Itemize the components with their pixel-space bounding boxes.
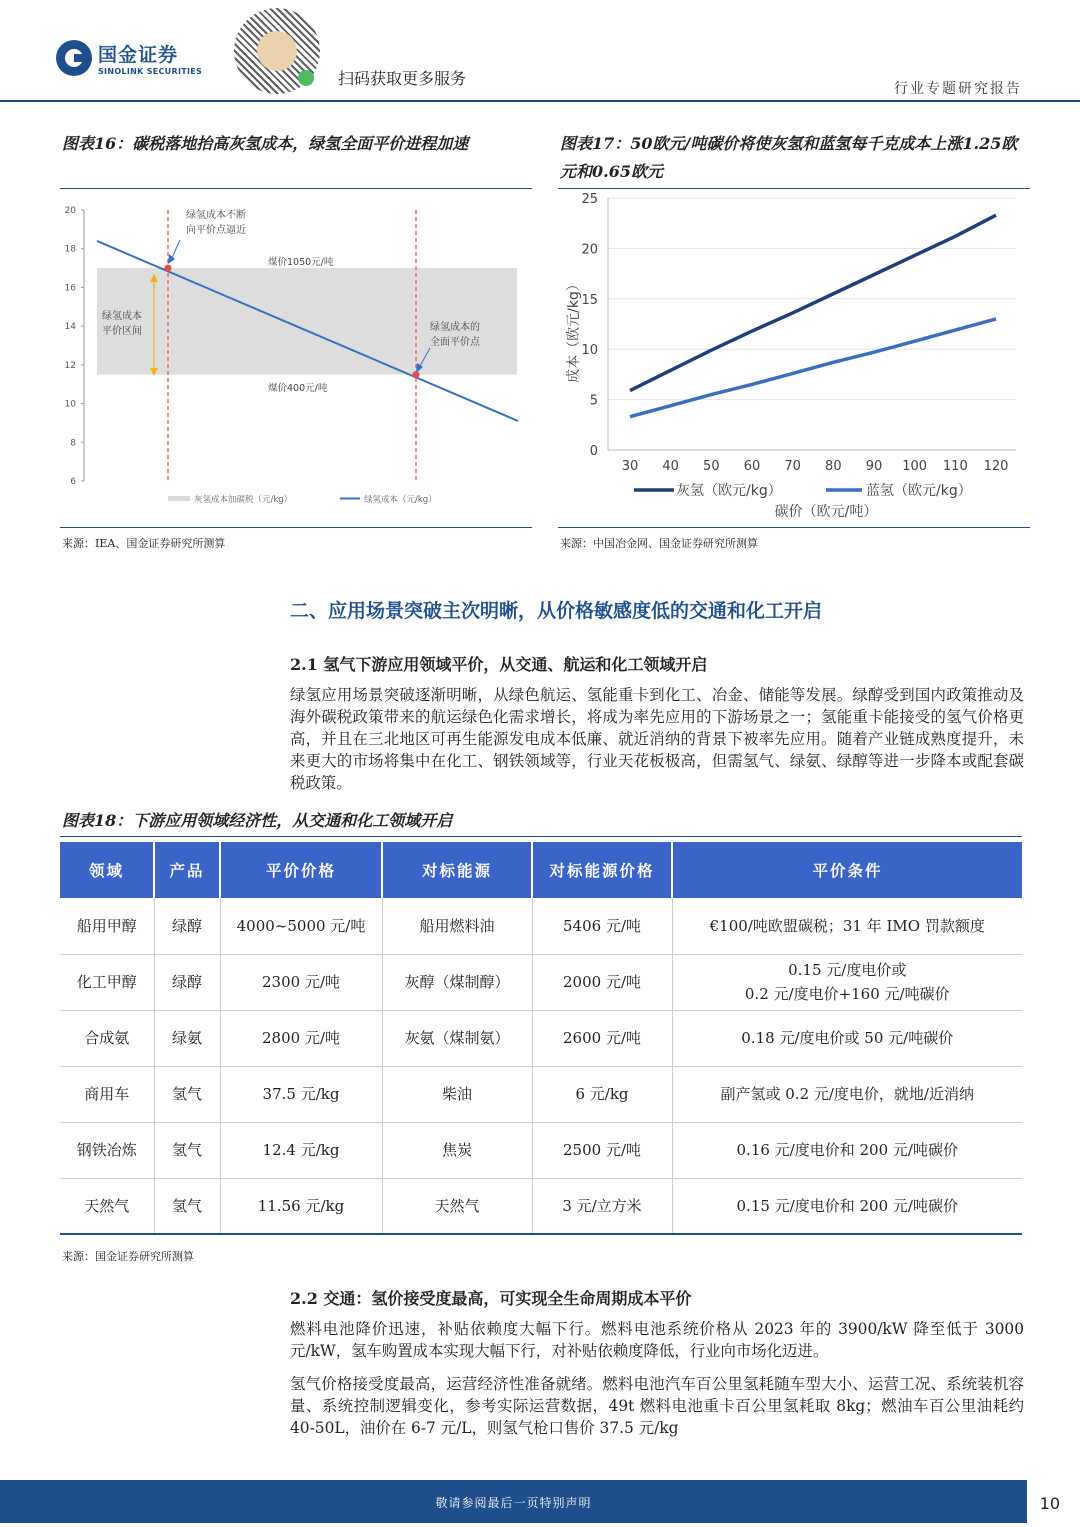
scan-text: 扫码获取更多服务 (338, 69, 467, 88)
header-divider (0, 100, 1080, 102)
table-cell: 0.15 元/度电价或 0.2 元/度电价+160 元/吨碳价 (672, 954, 1022, 1010)
parity-label-2: 全面平价点 (430, 337, 480, 348)
table-cell: 绿醇 (154, 954, 220, 1010)
y-tick-label: 15 (581, 292, 598, 308)
report-type: 行业专题研究报告 (894, 81, 1022, 97)
figure16-title: 图表16：碳税落地抬高灰氢成本，绿氢全面平价进程加速 (62, 134, 469, 153)
table-header-cell: 对标能源 (382, 842, 532, 898)
table-cell: 12.4 元/kg (220, 1122, 382, 1178)
figure16-chart (60, 196, 532, 516)
table-cell: 船用燃料油 (382, 898, 532, 954)
parity-point-low (413, 371, 420, 378)
table-cell: 绿氨 (154, 1010, 220, 1066)
subsection-2-1-title: 2.1 氢气下游应用领域平价，从交通、航运和化工领域开启 (290, 655, 708, 674)
figure17-chart (558, 190, 1030, 525)
table-row (60, 898, 1022, 954)
table-cell: 2800 元/吨 (220, 1010, 382, 1066)
approach-annotation-1: 绿氢成本不断 (186, 210, 246, 221)
table-cell: 船用甲醇 (60, 898, 154, 954)
y-axis-label: 成本（欧元/kg） (566, 277, 582, 383)
table-cell: 4000~5000 元/吨 (220, 898, 382, 954)
y-tick-label: 6 (70, 477, 76, 487)
table-header-row (60, 842, 1022, 898)
y-tick-label: 5 (589, 393, 598, 409)
table-cell: 5406 元/吨 (532, 898, 672, 954)
table-cell: €100/吨欧盟碳税；31 年 IMO 罚款额度 (672, 898, 1022, 954)
table-cell: 6 元/kg (532, 1066, 672, 1122)
legend-label-band: 灰氢成本加碳税（元/kg） (194, 495, 293, 505)
table-header-cell: 平价条件 (672, 842, 1022, 898)
footer-disclaimer[interactable]: 敬请参阅最后一页特别声明 (435, 1496, 592, 1510)
figure16-source: 来源：IEA、国金证券研究所测算 (62, 537, 226, 550)
x-tick-label: 60 (743, 459, 761, 474)
figure17-rule (558, 188, 1030, 189)
paragraph-2-2b: 氢气价格接受度最高，运营经济性准备就绪。燃料电池汽车百公里氢耗随车型大小、运营工况、系统装机容量、系统控制逻辑变化，参考实际运营数据，49t 燃料电池重卡百公里氢耗取 8kg；燃油车百公里油耗约 40-50L，油价在 6-7 元/L，则氢气枪口售价 37.5 元/kg (290, 1375, 1024, 1437)
legend-swatch-band (168, 496, 190, 501)
figure16-bottom-rule (60, 527, 532, 528)
table-cell: 0.16 元/度电价和 200 元/吨碳价 (672, 1122, 1022, 1178)
band-label-2: 平价区间 (102, 326, 142, 337)
x-tick-label: 40 (662, 459, 679, 474)
qr-code-icon[interactable] (234, 8, 320, 94)
figure18-source: 来源：国金证券研究所测算 (62, 1250, 194, 1263)
logo-cn: 国金证券 (98, 44, 179, 66)
table-cell: 氢气 (154, 1178, 220, 1234)
table-header-cell: 产品 (154, 842, 220, 898)
y-tick-label: 25 (581, 192, 598, 207)
figure18-title: 图表18：下游应用领域经济性，从交通和化工领域开启 (62, 811, 453, 830)
logo-icon (56, 40, 92, 76)
table-cell: 焦炭 (382, 1122, 532, 1178)
parity-point-high (165, 265, 172, 272)
y-tick-label: 10 (64, 399, 76, 410)
y-tick-label: 8 (70, 438, 76, 449)
table-header-cell: 领域 (60, 842, 154, 898)
blue-h2-line (630, 319, 996, 417)
band-label-1: 绿氢成本 (102, 311, 142, 322)
section-title: 二、应用场景突破主次明晰，从价格敏感度低的交通和化工开启 (290, 600, 823, 622)
x-tick-label: 70 (784, 459, 801, 474)
y-tick-label: 0 (589, 444, 598, 459)
grey-h2-line (630, 215, 996, 390)
x-tick-label: 100 (902, 459, 928, 474)
table-row (60, 1178, 1022, 1234)
table-cell: 2300 元/吨 (220, 954, 382, 1010)
x-tick-label: 110 (942, 459, 968, 474)
logo-en: SINOLINK SECURITIES (98, 67, 203, 76)
table-cell: 天然气 (60, 1178, 154, 1234)
downstream-economics-table (60, 842, 1022, 1235)
y-tick-label: 12 (64, 360, 76, 371)
table-row (60, 1066, 1022, 1122)
table-cell: 3 元/立方米 (532, 1178, 672, 1234)
table-row (60, 954, 1022, 1010)
y-tick-label: 16 (64, 283, 76, 294)
table-cell: 绿醇 (154, 898, 220, 954)
legend-label-blue: 蓝氢（欧元/kg） (866, 483, 972, 499)
x-tick-label: 90 (865, 459, 883, 474)
company-logo (56, 40, 202, 76)
table-header-cell: 平价价格 (220, 842, 382, 898)
x-tick-label: 120 (983, 459, 1009, 474)
y-tick-label: 14 (64, 322, 76, 333)
coal-high-label: 煤价1050元/吨 (268, 257, 334, 268)
table-cell: 柴油 (382, 1066, 532, 1122)
figure18-rule (60, 836, 1022, 837)
table-cell: 2000 元/吨 (532, 954, 672, 1010)
figure17-source: 来源：中国冶金网、国金证券研究所测算 (560, 537, 758, 550)
x-tick-label: 50 (703, 459, 720, 474)
table-cell: 11.56 元/kg (220, 1178, 382, 1234)
coal-low-label: 煤价400元/吨 (268, 383, 328, 394)
approach-annotation-2: 向平价点逼近 (186, 225, 246, 236)
legend-label-line: 绿氢成本（元/kg） (364, 495, 437, 505)
x-tick-label: 80 (825, 459, 842, 474)
table-cell: 灰氨（煤制氨） (382, 1010, 532, 1066)
table-cell: 化工甲醇 (60, 954, 154, 1010)
table-cell: 商用车 (60, 1066, 154, 1122)
table-cell: 2500 元/吨 (532, 1122, 672, 1178)
x-axis-label: 碳价（欧元/吨） (774, 504, 878, 520)
table-cell: 37.5 元/kg (220, 1066, 382, 1122)
page-header (0, 0, 1080, 102)
table-cell: 钢铁冶炼 (60, 1122, 154, 1178)
figure16-rule (60, 188, 532, 189)
page-number: 10 (1039, 1494, 1060, 1513)
page-footer (0, 1480, 1080, 1527)
paragraph-2-1: 绿氢应用场景突破逐渐明晰，从绿色航运、氢能重卡到化工、冶金、储能等发展。绿醇受到国内政策推动及海外碳税政策带来的航运绿色化需求增长，将成为率先应用的下游场景之一；氢能重卡能接受的氢气价格更高，并且在三北地区可再生能源发电成本低廉、就近消纳的背景下被率先应用。随着产业链成熟度提升，未来更大的市场将集中在化工、钢铁领域等，行业天花板极高，但需氢气、绿氨、绿醇等进一步降本或配套碳税政策。 (290, 686, 1024, 792)
table-cell: 灰醇（煤制醇） (382, 954, 532, 1010)
y-tick-label: 20 (581, 242, 598, 258)
y-tick-label: 10 (581, 343, 598, 359)
table-cell: 氢气 (154, 1122, 220, 1178)
table-cell: 氢气 (154, 1066, 220, 1122)
table-cell: 合成氨 (60, 1010, 154, 1066)
y-tick-label: 18 (64, 244, 76, 255)
table-row (60, 1122, 1022, 1178)
figure17-bottom-rule (558, 527, 1030, 528)
subsection-2-2-title: 2.2 交通：氢价接受度最高，可实现全生命周期成本平价 (290, 1289, 692, 1308)
figure17-title: 图表17：50欧元/吨碳价将使灰氢和蓝氢每千克成本上涨1.25欧元和0.65欧元 (560, 134, 1018, 181)
parity-label-1: 绿氢成本的 (430, 322, 480, 333)
y-tick-label: 20 (64, 206, 76, 216)
table-cell: 2600 元/吨 (532, 1010, 672, 1066)
legend-label-grey: 灰氢（欧元/kg） (676, 483, 782, 499)
table-row (60, 1010, 1022, 1066)
table-cell: 副产氢或 0.2 元/度电价，就地/近消纳 (672, 1066, 1022, 1122)
table-cell: 天然气 (382, 1178, 532, 1234)
paragraph-2-2a: 燃料电池降价迅速，补贴依赖度大幅下行。燃料电池系统价格从 2023 年的 3900/kW 降至低于 3000 元/kW，氢车购置成本实现大幅下行，对补贴依赖度降低，行业向市场化迈进。 (290, 1320, 1024, 1360)
table-cell: 0.18 元/度电价或 50 元/吨碳价 (672, 1010, 1022, 1066)
x-tick-label: 30 (621, 459, 639, 474)
table-cell: 0.15 元/度电价和 200 元/吨碳价 (672, 1178, 1022, 1234)
table-header-cell: 对标能源价格 (532, 842, 672, 898)
